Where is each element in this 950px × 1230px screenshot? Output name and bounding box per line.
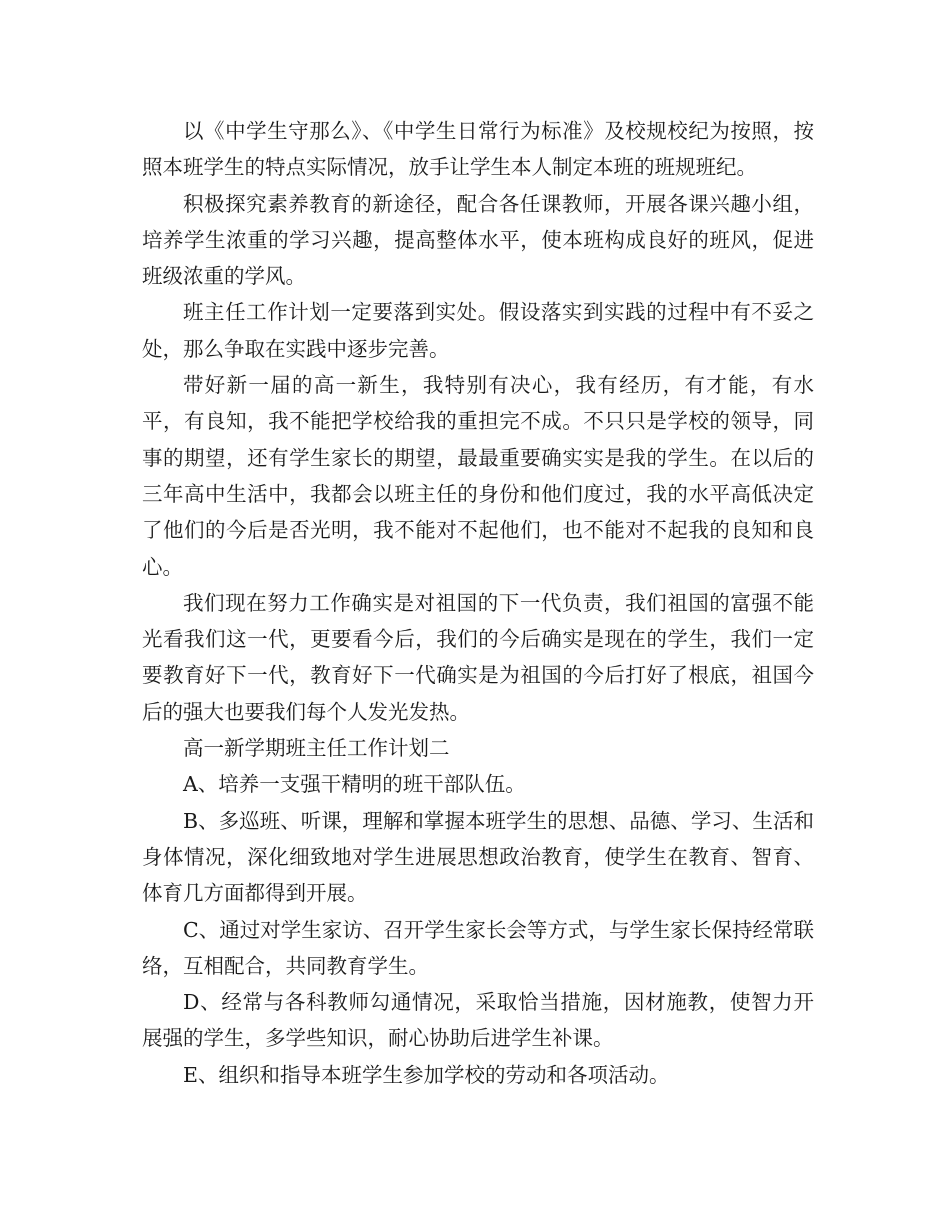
paragraph-determination: 带好新一届的高一新生，我特别有决心，我有经历，有才能，有水平，有良知，我不能把学校给我的重担完不成。不只只是学校的领导，同事的期望，还有学生家长的期望，最最重要确实实是我的学生。在以后的三年高中生活中，我都会以班主任的身份和他们度过，我的水平高低决定了他们的今后是否光明，我不能对不起他们，也不能对不起我的良知和良心。	[142, 373, 814, 579]
paragraph-implementation: 班主任工作计划一定要落到实处。假设落实到实践的过程中有不妥之处，那么争取在实践中逐步完善。	[142, 300, 814, 361]
paragraph-next-generation: 我们现在努力工作确实是对祖国的下一代负责，我们祖国的富强不能光看我们这一代，更要看今后，我们的今后确实是现在的学生，我们一定要教育好下一代，教育好下一代确实是为祖国的今后打好了根底，祖国今后的强大也要我们每个人发光发热。	[142, 590, 814, 724]
section-heading-plan-two: 高一新学期班主任工作计划二	[183, 736, 450, 761]
list-item-a: A、培养一支强干精明的班干部队伍。	[183, 772, 526, 797]
document-body	[142, 113, 814, 1093]
list-item-e: E、组织和指导本班学生参加学校的劳动和各项活动。	[183, 1062, 670, 1087]
paragraph-quality-education: 积极探究素养教育的新途径，配合各任课教师，开展各课兴趣小组，培养学生浓重的学习兴趣，提高整体水平，使本班构成良好的班风，促进班级浓重的学风。	[142, 191, 814, 289]
list-item-b: B、多巡班、听课，理解和掌握本班学生的思想、品德、学习、生活和身体情况，深化细致地对学生进展思想政治教育，使学生在教育、智育、体育几方面都得到开展。	[142, 808, 814, 906]
list-item-c: C、通过对学生家访、召开学生家长会等方式，与学生家长保持经常联络，互相配合，共同教育学生。	[142, 917, 814, 978]
list-item-d: D、经常与各科教师勾通情况，采取恰当措施，因材施教，使智力开展强的学生，多学些知识，耐心协助后进学生补课。	[142, 990, 814, 1051]
paragraph-class-rules: 以《中学生守那么》、《中学生日常行为标准》及校规校纪为按照，按照本班学生的特点实际情况，放手让学生本人制定本班的班规班纪。	[142, 119, 814, 180]
